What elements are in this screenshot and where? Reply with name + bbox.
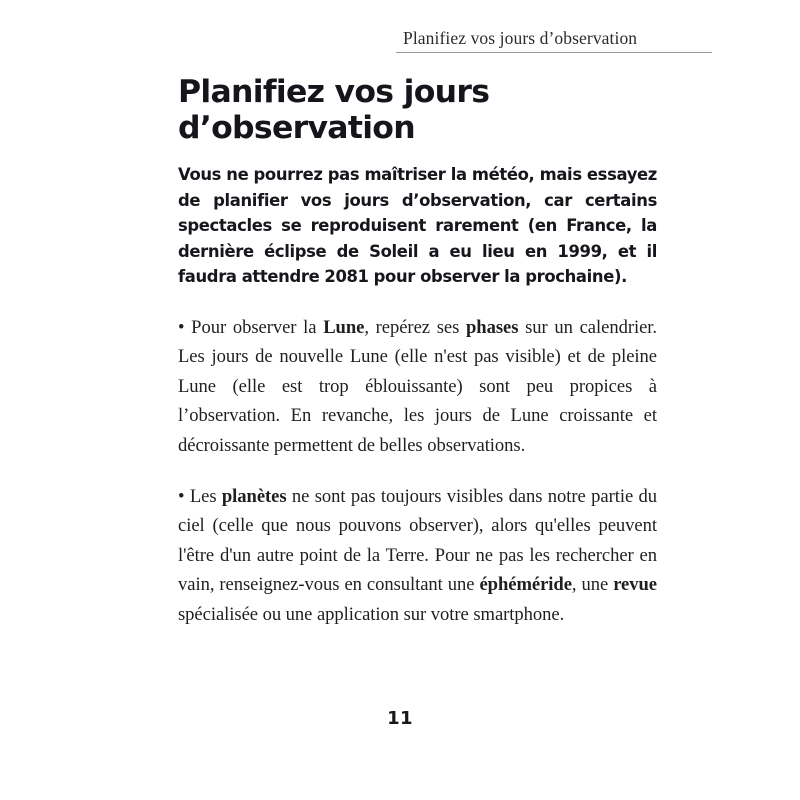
bullet-marker: • — [178, 486, 185, 507]
emphasis-term: phases — [465, 316, 519, 338]
body-text-run: spécialisée ou une application sur votre smartphone. — [178, 603, 565, 625]
body-text-run: Les — [184, 486, 222, 507]
bullet-paragraph-moon — [178, 313, 657, 460]
emphasis-term: éphéméride — [479, 574, 572, 596]
body-text-run: Pour observer la — [184, 316, 324, 338]
body-text-run: , une — [571, 574, 614, 596]
emphasis-term: Lune — [323, 316, 365, 338]
page-number: 11 — [387, 708, 413, 729]
running-header-title: Planifiez vos jours d’observation — [403, 28, 638, 48]
emphasis-term: revue — [613, 574, 657, 596]
bullet-paragraph-planets — [178, 482, 657, 629]
emphasis-term: planètes — [221, 486, 287, 507]
running-header-rule — [396, 52, 712, 53]
running-header — [396, 27, 712, 53]
body-text-run: , repérez ses — [364, 316, 466, 338]
body-text-run: sur un calendrier. Les jours de nouvelle Lune (elle n'est pas visible) et de pleine Lune (elle est trop éblouissante) sont peu propices à l’observation. En revanche, les jours de Lune croissante et décroissante permettent de belles observations. — [178, 316, 657, 456]
content-column — [178, 74, 657, 629]
bullet-marker: • — [178, 316, 185, 338]
page-title: Planifiez vos jours d’observation — [178, 74, 490, 146]
intro-paragraph: Vous ne pourrez pas maîtriser la météo, mais essayez de planifier vos jours d’observation, car certains spectacles se reproduisent rarement (en France, la dernière éclipse de Soleil a eu lieu en 1999, et il faudra attendre 2081 pour observer la prochaine). — [178, 165, 657, 287]
body-text-run: ne sont pas toujours visibles dans notre partie du ciel (celle que nous pouvons observer), alors qu'elles peuvent l'être d'un autre point de la Terre. Pour ne pas les rechercher en vain, renseignez-vous en consultant une — [178, 486, 657, 596]
